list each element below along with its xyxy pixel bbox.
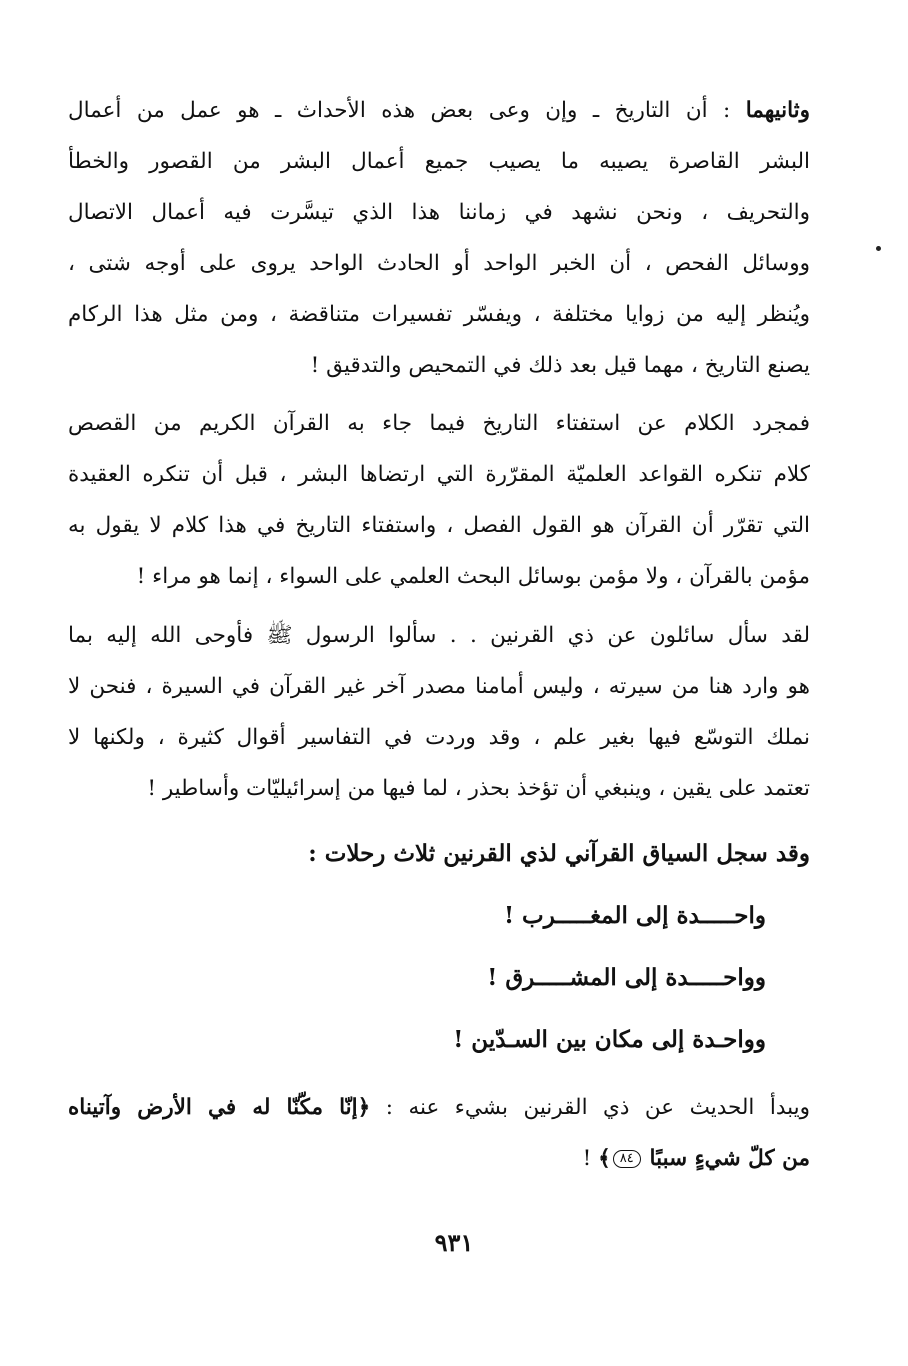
paragraph-lead-word: وثانيهما [745, 98, 810, 123]
paragraph-line: تعتمد على يقين ، وينبغي أن تؤخذ بحذر ، لما فيها من إسرائيليّات وأساطير ! [147, 776, 810, 801]
ayah-number-badge: ٨٤ [613, 1150, 641, 1168]
closing-line-1: ويبدأ الحديث عن ذي القرنين بشيء عنه : ﴿إنّا مكّنّا له في الأرض وآتيناه [68, 1095, 810, 1120]
closing-line-2: من كلّ شيءٍ سببًا ٨٤﴾ ! [582, 1146, 810, 1171]
trips-list [68, 885, 810, 1071]
paragraph-line: كلام تنكره القواعد العلميّة المقرّرة التي ارتضاها البشر ، قبل أن تنكره العقيدة [68, 462, 810, 487]
quran-verse-part-1: إنّا مكّنّا له في الأرض وآتيناه [68, 1095, 358, 1120]
paragraph-line: البشر القاصرة يصيبه ما يصيب جميع أعمال البشر من القصور والخطأ [68, 149, 810, 174]
paragraph-line: وثانيهما : أن التاريخ ـ وإن وعى بعض هذه الأحداث ـ هو عمل من أعمال [68, 98, 810, 123]
paragraph-line: مؤمن بالقرآن ، ولا مؤمن بوسائل البحث العلمي على السواء ، إنما هو مراء ! [136, 564, 810, 589]
paragraph-line: يصنع التاريخ ، مهما قيل بعد ذلك في التمحيص والتدقيق ! [310, 353, 810, 378]
quran-verse-part-2: من كلّ شيءٍ سببًا [649, 1146, 810, 1171]
paragraph-line: والتحريف ، ونحن نشهد في زماننا هذا الذي تيسَّرت فيه أعمال الاتصال [68, 200, 810, 225]
trip-item: واحـــــدة إلى المغـــــرب ! [503, 902, 766, 929]
paragraph-line: ويُنظر إليه من زوايا مختلفة ، ويفسّر تفسيرات متناقضة ، ومن مثل هذا الركام [68, 302, 810, 327]
paragraph-line: التي تقرّر أن القرآن هو القول الفصل ، واستفتاء التاريخ في هذا كلام لا يقول به [68, 513, 810, 538]
verse-open-bracket: ﴿ [357, 1095, 371, 1120]
trips-intro: وقد سجل السياق القرآني لذي القرنين ثلاث رحلات : [308, 840, 810, 867]
paragraph-line: نملك التوسّع فيها بغير علم ، وقد وردت في التفاسير أقوال كثيرة ، ولكنها لا [68, 725, 810, 750]
paragraph-1 [68, 85, 810, 391]
verse-close-bracket: ﴾ [598, 1146, 611, 1171]
trip-item: وواحـــــدة إلى المشـــــرق ! [487, 964, 766, 991]
trip-item: وواحـدة إلى مكان بين السـدّين ! [453, 1026, 766, 1053]
paragraph-line: هو وارد هنا من سيرته ، وليس أمامنا مصدر آخر غير القرآن في السيرة ، فنحن لا [68, 674, 810, 699]
paragraph-line: ووسائل الفحص ، أن الخبر الواحد أو الحادث الواحد يروى على أوجه شتى ، [68, 251, 810, 276]
paragraph-3 [68, 610, 810, 814]
paragraph-2 [68, 398, 810, 602]
trips-section [68, 823, 810, 885]
page-number: ٩٣١ [434, 1228, 474, 1257]
paragraph-line: فمجرد الكلام عن استفتاء التاريخ فيما جاء به القرآن الكريم من القصص [68, 411, 810, 436]
closing-paragraph [68, 1082, 810, 1184]
paragraph-line: لقد سأل سائلون عن ذي القرنين . . سألوا الرسول ﷺ فأوحى الله إليه بما [68, 623, 810, 648]
margin-dot [876, 246, 881, 251]
